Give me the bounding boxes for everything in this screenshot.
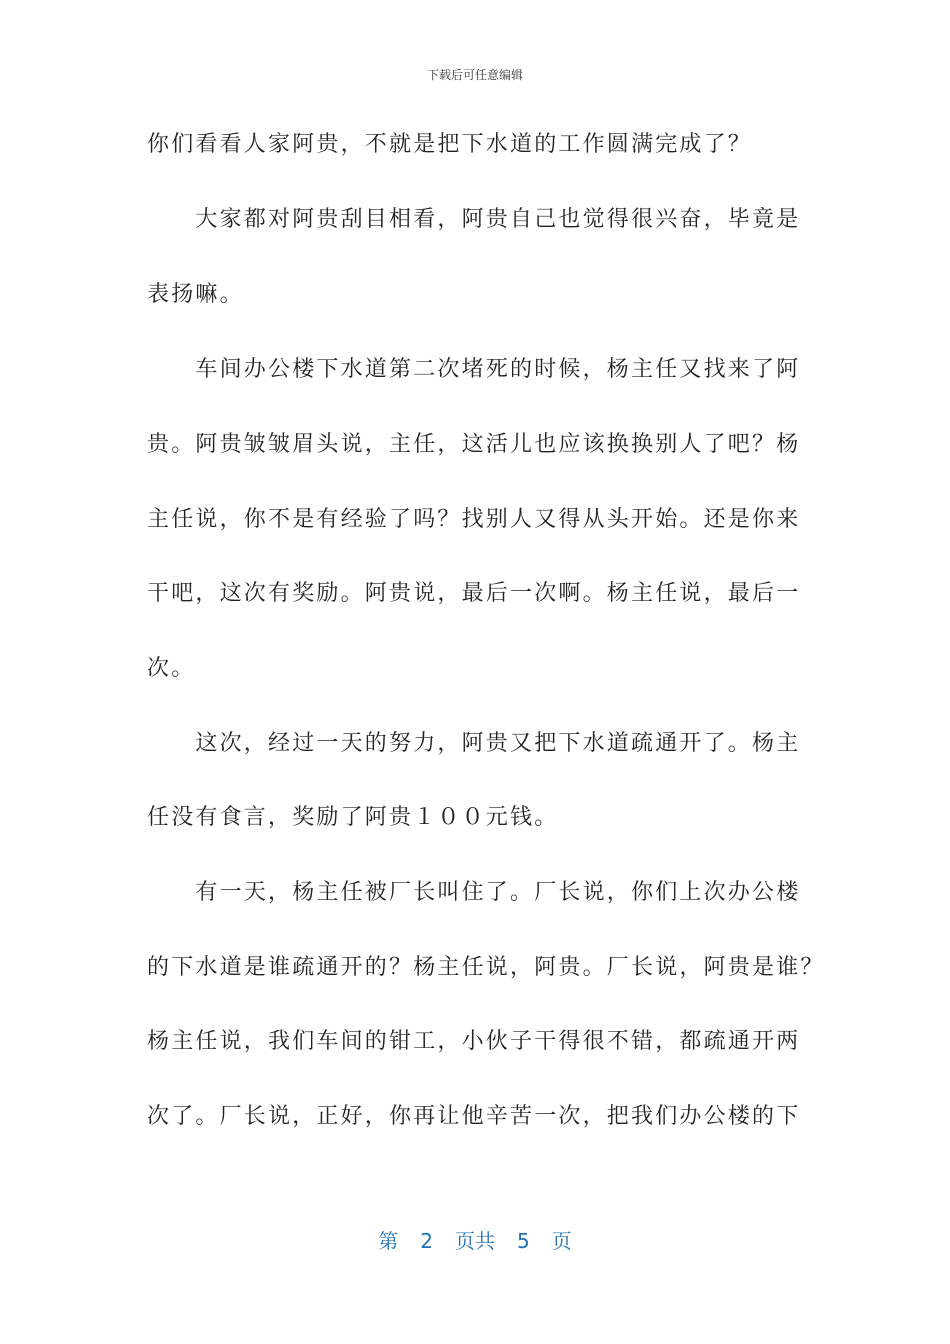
text-line: 大家都对阿贵刮目相看，阿贵自己也觉得很兴奋，毕竟是 — [147, 207, 801, 232]
text-line: 主任说，你不是有经验了吗？找别人又得从头开始。还是你来 — [147, 507, 801, 532]
text-line: 贵。阿贵皱皱眉头说，主任，这活儿也应该换换别人了吧？杨 — [147, 432, 801, 457]
text-line: 你们看看人家阿贵，不就是把下水道的工作圆满完成了？ — [147, 132, 753, 157]
text-line: 车间办公楼下水道第二次堵死的时候，杨主任又找来了阿 — [147, 357, 801, 382]
text-line: 的下水道是谁疏通开的？杨主任说，阿贵。厂长说，阿贵是谁？ — [147, 955, 825, 980]
text-line: 表扬嘛。 — [147, 282, 244, 307]
footer-middle: 页共 — [455, 1229, 495, 1253]
footer-prefix: 第 — [378, 1229, 399, 1253]
footer-total-pages: 5 — [517, 1229, 530, 1253]
text-line: 干吧，这次有奖励。阿贵说，最后一次啊。杨主任说，最后一 — [147, 581, 801, 606]
page-header: 下载后可任意编辑 — [426, 68, 523, 82]
footer-page-number: 2 — [420, 1229, 433, 1253]
text-line: 次。 — [147, 656, 196, 681]
text-line: 有一天，杨主任被厂长叫住了。厂长说，你们上次办公楼 — [147, 880, 801, 905]
page-footer — [0, 1225, 950, 1254]
footer-suffix: 页 — [551, 1229, 572, 1253]
text-line: 次了。厂长说，正好，你再让他辛苦一次，把我们办公楼的下 — [147, 1104, 801, 1129]
text-line: 任没有食言，奖励了阿贵１００元钱。 — [147, 805, 559, 830]
text-line: 这次，经过一天的努力，阿贵又把下水道疏通开了。杨主 — [147, 731, 801, 756]
text-line: 杨主任说，我们车间的钳工，小伙子干得很不错，都疏通开两 — [147, 1029, 801, 1054]
